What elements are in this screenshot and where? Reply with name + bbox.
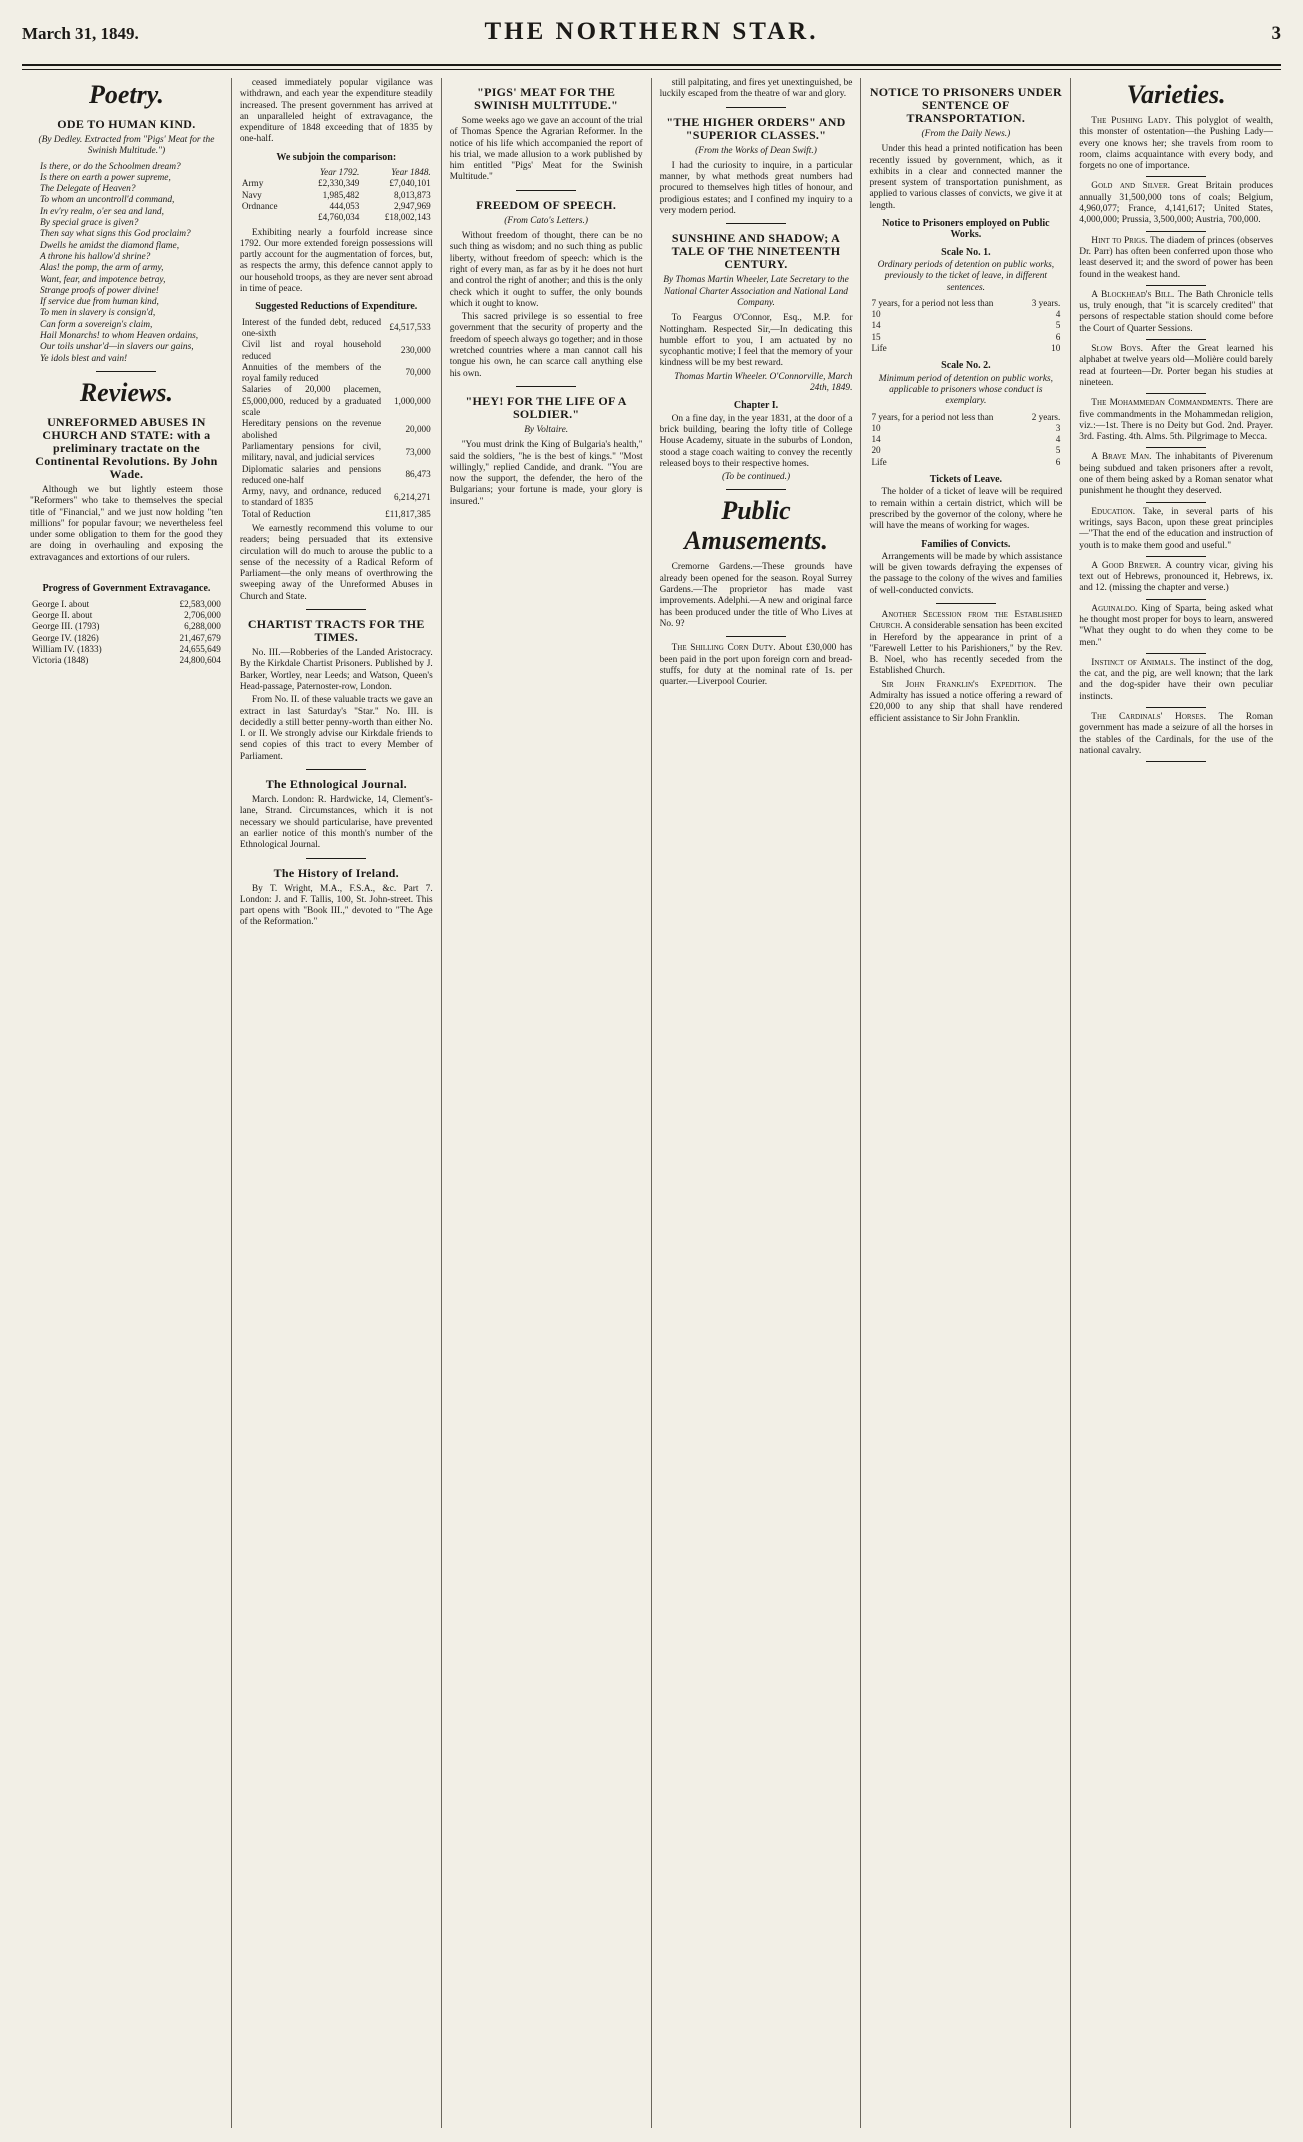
soldier-life-continued: still palpitating, and fires yet unextinguished, be luckily escaped from the theatre of war and glory. <box>659 78 853 100</box>
divider <box>726 489 786 490</box>
table-row <box>240 178 433 189</box>
franklin-title: Sir John Franklin's Expedition. <box>881 679 1036 690</box>
variety-item <box>1079 344 1273 389</box>
freedom-speech-text-2: This sacred privilege is so essential to free government that the security of property and the freedom of speech always go together; and in those wretched countries where a man cannot call his tongue his own, he can scarce call anything else his own. <box>449 312 643 379</box>
variety-item <box>1079 561 1273 595</box>
table-cell: Total of Reduction <box>241 508 311 519</box>
variety-text: The diadem of princes (observes Dr. Parr) has often been conferred upon those who least deserved it; and the sword of power has been found in the weakest hand. <box>1079 235 1273 280</box>
column-1 <box>22 78 232 2128</box>
table-cell: 2,947,969 <box>393 200 431 211</box>
table-row <box>869 434 1062 445</box>
table-cell: Civil list and royal household reduced <box>241 339 382 361</box>
table-cell: 15 <box>871 331 881 342</box>
table-row <box>240 441 433 464</box>
review-1-text: Although we but lightly esteem those "Reformers" who take to themselves the special title of "Financial," and we just now holding "ten millions" for popular favour; we nevertheless feel under some obligation to them for the good they are doing in overhauling and exposing the extravagances and extortions of our rulers. <box>30 484 223 563</box>
variety-text: Take, in several parts of his writings, says Bacon, upon these great principles—"That the end of the education and instruction of youth is to make them good and useful." <box>1079 506 1273 551</box>
table-row <box>240 362 433 385</box>
variety-text: The inhabitants of Piverenum being subdued and taken prisoners after a revolt, one of them being asked by a Roman senator what punishment he thought they deserved. <box>1079 452 1273 497</box>
chapter-text: On a fine day, in the year 1831, at the door of a brick building, bearing the lofty title of College House Academy, situate in the suburbs of London, stood a stage coach waiting to convey the recently released boys to their respective homes. <box>659 413 853 469</box>
poem-line: Then say what signs this God proclaim? <box>40 229 191 240</box>
table-cell: 14 <box>871 320 881 331</box>
public-works-heading: Notice to Prisoners employed on Public Works. <box>882 218 1050 241</box>
table-cell: Victoria (1848) <box>32 655 89 666</box>
table-cell: William IV. (1833) <box>32 643 102 654</box>
table-row <box>240 201 433 212</box>
column-4 <box>652 78 862 2128</box>
table-cell: 4 <box>1055 434 1061 445</box>
table-row <box>30 644 223 655</box>
review-1-continued: ceased immediately popular vigilance was withdrawn, and each year the expenditure steadily increased. The present government has arrived at an unparalleled height of extravagance, the expenditure of 1848 exceeding that of 1835 by one-half. <box>239 78 433 145</box>
scale-2-table <box>869 412 1062 468</box>
table-row <box>869 457 1062 468</box>
poem-line: Hail Monarchs! to whom Heaven ordains, <box>40 331 199 342</box>
pigs-meat-text: Some weeks ago we gave an account of the trial of Thomas Spence the Agrarian Reformer. In the notice of his life which accompanied the report of his trial, we made allusion to a work published by him entitled "Pigs' Meat for the Swinish Multitude." <box>449 116 643 183</box>
poem-line: In ev'ry realm, o'er sea and land, <box>40 206 164 217</box>
ethnological-title: The Ethnological Journal. <box>265 777 407 792</box>
table-row <box>30 599 223 610</box>
poem-line: Can form a sovereign's claim, <box>40 319 153 330</box>
pigs-meat-title: "PIGS' MEAT FOR THE SWINISH MULTITUDE." <box>474 85 619 112</box>
table-header-cell: Year 1848. <box>391 167 431 178</box>
poem-line: Strange proofs of power divine! <box>40 285 159 296</box>
divider <box>306 609 366 610</box>
columns <box>22 78 1281 2128</box>
poem-line: Is there on earth a power supreme, <box>40 172 171 183</box>
column-6 <box>1071 78 1281 2128</box>
table-cell: 7 years, for a period not less than <box>871 411 994 422</box>
table-cell: 14 <box>871 434 881 445</box>
secession-text: A considerable sensation has been excited in Hereford by the appearance in print of a "Farewell Letter to his Parishioners," by the Rev. B. Noel, who has recently seceded from the Established Church. <box>869 621 1063 677</box>
variety-title: Gold and Silver. <box>1091 181 1178 192</box>
scale-1-table <box>869 298 1062 354</box>
divider <box>726 636 786 637</box>
dedication-signoff: Thomas Martin Wheeler. O'Connorville, March 24th, 1849. <box>674 371 853 394</box>
table-row <box>869 412 1062 423</box>
divider <box>1146 556 1206 557</box>
table-cell: 230,000 <box>400 344 431 355</box>
poem-line: Ye idols blest and vain! <box>40 353 128 364</box>
table-cell: Hereditary pensions on the revenue abolished <box>241 418 382 440</box>
table-row <box>240 486 433 509</box>
transportation-notice-source: (From the Daily News.) <box>921 129 1011 139</box>
table-cell: 20 <box>871 445 881 456</box>
variety-item <box>1079 290 1273 335</box>
higher-orders-title: "THE HIGHER ORDERS" AND "SUPERIOR CLASSES." <box>666 114 846 142</box>
transportation-notice-title: NOTICE TO PRISONERS UNDER SENTENCE OF TRANSPORTATION. <box>869 85 1062 125</box>
table-row <box>869 343 1062 354</box>
higher-orders-text: I had the curiosity to inquire, in a particular manner, by what methods great numbers had procured to themselves high titles of honour, and prodigious estates; and I confined my inquiry to a very modern period. <box>659 160 853 217</box>
table-cell: £18,002,143 <box>384 212 431 223</box>
table-row <box>240 509 433 520</box>
table-cell: 73,000 <box>405 446 431 457</box>
review-1-conclusion: We earnestly recommend this volume to our readers; being persuaded that its extensive circulation will do much to arouse the public to a sense of the necessity of a Radical Reform of Parliament—the only means of overthrowing the sweeping away of the Unreformed Abuses in Church and State. <box>239 523 433 602</box>
poem-line: Our toils unshar'd—in slavers our gains, <box>40 342 194 353</box>
chartist-tracts-subtitle: No. III.—Robberies of the Landed Aristocracy. By the Kirkdale Chartist Prisoners. Published by J. Barker, Wortley, near Leeds; and Watson, Queen's Head-passage, Paternoster-row, London. <box>239 648 433 692</box>
table-cell: 3 <box>1055 422 1061 433</box>
variety-item <box>1079 658 1273 703</box>
table-cell: Army, navy, and ordnance, reduced to standard of 1835 <box>241 486 382 508</box>
variety-item <box>1079 604 1273 649</box>
table-cell <box>240 212 297 223</box>
divider <box>306 769 366 770</box>
variety-item <box>1079 712 1273 757</box>
variety-text: King of Sparta, being asked what he thought most proper for boys to learn, answered "What they ought to do when they come to be men." <box>1079 603 1273 648</box>
review-1-title: UNREFORMED ABUSES IN CHURCH AND STATE: with a preliminary tractate on the Continental Revolutions. By John Wade. <box>35 414 218 481</box>
table-row <box>30 633 223 644</box>
table-cell: £2,330,349 <box>318 178 360 189</box>
freedom-speech-source: (From Cato's Letters.) <box>504 215 588 226</box>
table-row <box>869 309 1062 320</box>
poem-line: To whom an uncontroll'd command, <box>40 195 175 206</box>
table-cell: Salaries of 20,000 placemen, £5,000,000, reduced by a graduated scale <box>241 384 382 418</box>
table-cell: Annuities of the members of the royal family reduced <box>241 361 382 384</box>
amusements-heading: Public Amusements. <box>684 496 828 556</box>
varieties-heading: Varieties. <box>1126 80 1226 109</box>
reductions-table <box>240 317 433 520</box>
ode-subtitle: (By Dedley. Extracted from "Pigs' Meat for the Swinish Multitude.") <box>38 135 215 157</box>
table-row <box>240 339 433 362</box>
divider <box>1146 176 1206 177</box>
scale-1-heading: Ordinary periods of detention on public works, previously to the ticket of leave, in different sentences. <box>877 259 1055 293</box>
variety-text: The Roman government has made a seizure of all the horses in the stables of the Cardinals, for the use of the national cavalry. <box>1079 712 1273 756</box>
freedom-speech-text: Without freedom of thought, there can be no such thing as wisdom; and no such thing as public liberty, without freedom of speech: which is the right of every man, as far as by it he does not hurt and control the right of another; and this is the only check which it ought to suffer, the only bounds which it ought to know. <box>449 231 643 309</box>
shilling-corn-duty <box>660 643 853 688</box>
tickets-leave-text: The holder of a ticket of leave will be required to remain within a certain district, which will be prescribed by the governor of the colony, where he will have the means of working for wages. <box>869 487 1063 532</box>
variety-item <box>1079 507 1273 552</box>
soldier-life-text: "You must drink the King of Bulgaria's health," said the soldiers, "he is the best of kings." "Most willingly," replied Candide, and drank. "You are now the support, the defender, the hero of the Bulgarians; your fortune is made, your glory is insured." <box>449 440 643 507</box>
table-row <box>869 423 1062 434</box>
sunshine-shadow-title: SUNSHINE AND SHADOW; A TALE OF THE NINETEENTH CENTURY. <box>671 231 841 272</box>
divider <box>1146 447 1206 448</box>
variety-text: The Bath Chronicle tells us, truly enough, that "it is scarcely credited" that persons of respectable station should come before the Court of Quarter Sessions. <box>1079 289 1273 334</box>
variety-item <box>1079 181 1273 226</box>
poem-line: Want, fear, and impotence betray, <box>40 274 166 285</box>
table-cell: 10 <box>871 422 881 433</box>
to-be-continued: (To be continued.) <box>721 472 791 483</box>
table-row <box>869 298 1062 309</box>
comparison-table-title: We subjoin the comparison: <box>276 151 397 163</box>
poem-line: To men in slavery is consign'd, <box>40 308 156 319</box>
table-cell: 8,013,873 <box>393 189 431 200</box>
chartist-tracts-text: From No. II. of these valuable tracts we gave an extract in last Saturday's "Star." No. III. is decidedly a still better penny-worth than either No. I. or II. We strongly advise our Kirkdale friends to send copies of this tract to every Member of Parliament. <box>239 695 433 762</box>
table-header-row <box>240 167 433 178</box>
masthead-rule <box>22 69 1281 70</box>
table-row <box>240 212 433 223</box>
table-cell: George I. about <box>32 598 90 609</box>
families-convicts-text: Arrangements will be made by which assistance will be given towards defraying the expenses of the passage to the colony of the wives and families of well-conducted convicts. <box>869 551 1063 596</box>
reductions-table-title: Suggested Reductions of Expenditure. <box>255 301 418 313</box>
variety-title: The Pushing Lady. <box>1091 116 1176 126</box>
ode-title: ODE TO HUMAN KIND. <box>57 117 196 131</box>
variety-title: Instinct of Animals. <box>1091 657 1180 668</box>
variety-item <box>1079 452 1273 497</box>
poem-line: Alas! the pomp, the arm of army, <box>40 263 164 274</box>
variety-text: The instinct of the dog, the cat, and the pig, are well known; that the lark and the dog-spider have their own peculiar instincts. <box>1079 657 1273 702</box>
reviews-heading: Reviews. <box>79 377 173 407</box>
table-cell: £11,817,385 <box>385 508 431 519</box>
table-cell: £4,517,533 <box>389 322 431 333</box>
variety-title: A Brave Man. <box>1091 452 1156 463</box>
variety-title: The Mohammedan Commandments. <box>1091 398 1237 409</box>
variety-text: There are five commandments in the Mohammedan religion, viz.:—1st. There is no Deity but God. 2nd. Prayer. 3rd. Fasting. 4th. Alms. 5th. Pilgrimage to Mecca. <box>1079 398 1273 443</box>
families-convicts-title: Families of Convicts. <box>921 538 1011 550</box>
column-2 <box>232 78 442 2128</box>
variety-title: A Good Brewer. <box>1091 560 1166 571</box>
poem-line: Dwells he amidst the diamond flame, <box>40 240 180 251</box>
table-cell: 20,000 <box>405 423 431 434</box>
table-row <box>869 332 1062 343</box>
page-number: 3 <box>1271 23 1281 44</box>
table-header-cell <box>240 167 297 178</box>
divider <box>936 603 996 604</box>
poem-line: If service due from human kind, <box>40 297 159 308</box>
table-row <box>240 384 433 418</box>
divider <box>726 223 786 224</box>
poem-line: By special grace is given? <box>40 218 139 229</box>
divider <box>516 190 576 191</box>
scale-2-title: Scale No. 2. <box>941 360 991 372</box>
divider <box>516 386 576 387</box>
divider <box>1146 285 1206 286</box>
table-cell: 5 <box>1055 445 1061 456</box>
table-cell: George III. (1793) <box>32 621 100 632</box>
history-ireland-text: By T. Wright, M.A., F.S.A., &c. Part 7. London: J. and F. Tallis, 100, St. John-street. This part opens with "Book III.," devoted to "The Age of the Reformation." <box>239 883 433 928</box>
dedication-text: To Feargus O'Connor, Esq., M.P. for Nottingham. Respected Sir,—In dedicating this humble effort to you, I am actuated by no sycophantic motive; I feel that the memory of your kindness will be my best reward. <box>659 313 853 369</box>
divider <box>1146 653 1206 654</box>
table-cell: £4,760,034 <box>318 212 360 223</box>
table-cell: Diplomatic salaries and pensions reduced one-half <box>241 463 382 485</box>
variety-title: The Cardinals' Horses. <box>1091 712 1219 723</box>
soldier-life-author: By Voltaire. <box>524 424 569 435</box>
table-cell: 24,800,604 <box>179 655 221 666</box>
masthead <box>22 18 1281 66</box>
table-row <box>240 190 433 201</box>
divider <box>1146 761 1206 762</box>
variety-text: After the Great learned his alphabet at twelve years old—Molière could barely read at fourteen—Dr. Porter began his studies at nineteen. <box>1079 344 1273 388</box>
variety-title: A Blockhead's Bill. <box>1091 289 1178 300</box>
variety-item <box>1079 116 1273 172</box>
table-cell: 5 <box>1055 320 1061 331</box>
table-cell: £7,040,101 <box>389 178 431 189</box>
poem-line: Is there, or do the Schoolmen dream? <box>40 161 181 172</box>
table-cell: 6,288,000 <box>184 621 221 632</box>
divider <box>1146 707 1206 708</box>
divider <box>1146 231 1206 232</box>
divider <box>306 858 366 859</box>
table-cell: 4 <box>1055 309 1061 320</box>
comparison-table <box>240 167 433 223</box>
table-cell: 10 <box>1051 343 1061 354</box>
divider <box>1146 339 1206 340</box>
transportation-notice-text: Under this head a printed notification has been recently issued by government, which, as it exhibits in a clear and connected manner the present system of transportation punishment, as applied to various classes of convicts, we give it at length. <box>869 144 1063 211</box>
secession-title: Another Secession from the Established Church. <box>869 609 1063 632</box>
table-row <box>240 464 433 487</box>
review-1-text-cont <box>30 566 223 577</box>
table-cell: Navy <box>241 189 262 200</box>
franklin-text: The Admiralty has issued a notice offering a reward of £20,000 to any ship that shall have rendered efficient assistance to Sir John Franklin. <box>869 679 1063 724</box>
franklin-item <box>869 680 1062 725</box>
poem-line: A throne his hallow'd shrine? <box>40 251 151 262</box>
table-cell: 10 <box>871 309 881 320</box>
column-3 <box>442 78 652 2128</box>
chapter-heading: Chapter I. <box>733 400 779 412</box>
variety-text: Great Britain produces annually 31,500,000 tons of coals; Belgium, 4,960,077; France, 4,141,617; United States, 4,000,000; Prussia, 3,500,000; Austria, 700,000. <box>1079 181 1273 226</box>
table-row <box>240 418 433 441</box>
table-cell: George IV. (1826) <box>32 632 99 643</box>
higher-orders-source: (From the Works of Dean Swift.) <box>695 145 817 156</box>
table-cell: 2 years. <box>1031 411 1061 422</box>
poetry-heading: Poetry. <box>89 80 164 109</box>
shilling-corn-text: About £30,000 has been paid in the port upon foreign corn and bread-stuffs, for duty at the nominal rate of 1s. per quarter.—Liverpool Courier. <box>659 643 853 688</box>
scale-1-title: Scale No. 1. <box>941 246 991 258</box>
table-row <box>30 610 223 621</box>
extravagance-table-title: Progress of Government Extravagance. <box>42 583 211 595</box>
divider <box>726 107 786 108</box>
table-row <box>240 317 433 340</box>
freedom-speech-title: FREEDOM OF SPEECH. <box>476 197 617 212</box>
extravagance-table <box>30 599 223 667</box>
table-row <box>30 655 223 666</box>
review-1-analysis: Exhibiting nearly a fourfold increase since 1792. Our more extended foreign possessions will partly account for the augmentation of forces, but, as respects the army, this defence cannot apply to our household troops, as they are never sent abroad in time of peace. <box>239 227 433 295</box>
table-cell: 21,467,679 <box>179 632 221 643</box>
variety-item <box>1079 398 1273 443</box>
table-cell: Army <box>241 178 264 189</box>
variety-item <box>1079 236 1273 281</box>
variety-title: Slow Boys. <box>1091 344 1151 355</box>
table-cell: 444,053 <box>329 200 360 211</box>
ode-poem <box>30 162 223 365</box>
table-cell: 6 <box>1055 331 1061 342</box>
table-cell: 1,985,482 <box>322 189 360 200</box>
poem-line: The Delegate of Heaven? <box>40 184 136 195</box>
ethnological-text: March. London: R. Hardwicke, 14, Clement's-lane, Strand. Circumstances, which it is not necessary we should particularise, have prevented an earlier notice of this month's number of the Ethnological Journal. <box>239 795 433 851</box>
secession-item <box>869 610 1062 678</box>
table-cell: 1,000,000 <box>393 395 431 406</box>
history-ireland-title: The History of Ireland. <box>273 865 399 880</box>
table-cell: Ordnance <box>241 200 278 211</box>
table-cell: 86,473 <box>405 469 431 480</box>
amusements-text: Cremorne Gardens.—These grounds have already been opened for the season. Royal Surrey Gardens.—The proprietor has made vast improvements. Adelphi.—A new and original farce has been produced under the title of Who Lives at No. 9? <box>659 562 853 629</box>
varieties-list <box>1079 116 1273 762</box>
table-cell: Interest of the funded debt, reduced one-sixth <box>241 316 382 338</box>
tickets-leave-title: Tickets of Leave. <box>929 474 1003 486</box>
table-cell: 3 years. <box>1031 297 1061 308</box>
table-cell: 2,706,000 <box>184 609 221 620</box>
shilling-corn-title: The Shilling Corn Duty. <box>671 643 776 654</box>
sunshine-shadow-author: By Thomas Martin Wheeler, Late Secretary to the National Charter Association and National Land Company. <box>663 275 849 308</box>
divider <box>1146 393 1206 394</box>
chartist-tracts-title: CHARTIST TRACTS FOR THE TIMES. <box>247 617 425 645</box>
scale-2-heading: Minimum period of detention on public works, applicable to prisoners whose conduct is exemplary. <box>878 373 1053 407</box>
table-row <box>30 621 223 632</box>
table-cell: Life <box>871 343 887 354</box>
divider <box>1146 502 1206 503</box>
table-row <box>869 320 1062 331</box>
table-cell: 6,214,271 <box>393 491 431 502</box>
table-cell: George II. about <box>32 609 93 620</box>
divider <box>96 371 156 372</box>
table-header-cell: Year 1792. <box>319 167 360 178</box>
table-cell: 70,000 <box>405 367 431 378</box>
soldier-life-title: "HEY! FOR THE LIFE OF A SOLDIER." <box>465 393 627 421</box>
table-cell: 6 <box>1055 456 1061 467</box>
column-5 <box>861 78 1071 2128</box>
table-cell: 24,655,649 <box>179 643 221 654</box>
variety-title: Aguinaldo. <box>1091 603 1142 614</box>
table-cell: 7 years, for a period not less than <box>871 297 994 308</box>
newspaper-title: THE NORTHERN STAR. <box>484 18 819 45</box>
variety-text: A country vicar, giving his text out of Hebrews, pronounced it, Hebrews, ix. and 12. (missing the chapter and verse.) <box>1079 560 1273 594</box>
table-cell: Life <box>871 456 887 467</box>
table-cell: £2,583,000 <box>179 598 221 609</box>
table-row <box>869 445 1062 456</box>
variety-text: This polyglot of wealth, this monster of ostentation—the Pushing Lady—every one knows her; she travels from room to room, claims acquaintance with every body, and forgets no one of importance. <box>1079 116 1273 172</box>
table-cell: Parliamentary pensions for civil, military, naval, and judicial services <box>241 440 382 463</box>
variety-title: Hint to Prigs. <box>1091 235 1150 246</box>
issue-date: March 31, 1849. <box>22 24 139 43</box>
variety-title: Education. <box>1091 506 1143 517</box>
divider <box>1146 599 1206 600</box>
